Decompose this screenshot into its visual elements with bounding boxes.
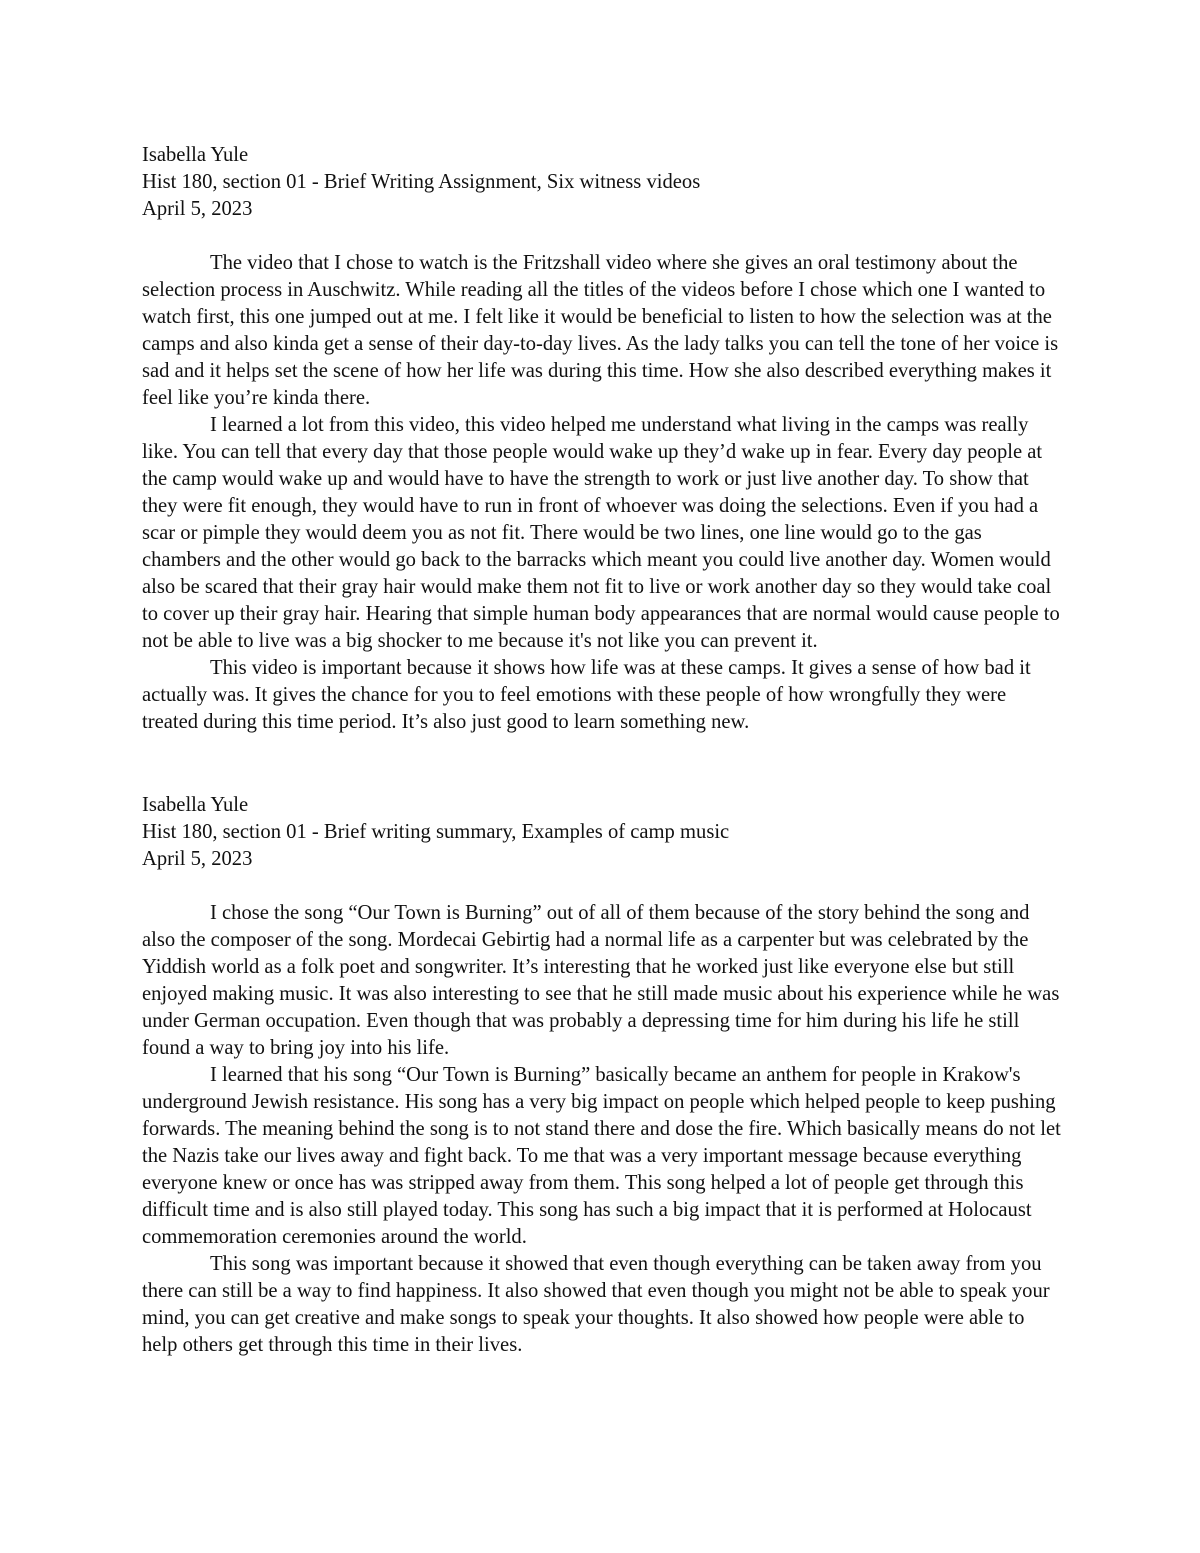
assignment-date: April 5, 2023: [142, 848, 253, 870]
blank-line: [142, 873, 1062, 900]
blank-line: [142, 223, 1062, 250]
author-name: Isabella Yule: [142, 144, 249, 166]
author-name: Isabella Yule: [142, 794, 249, 816]
body-paragraph: This song was important because it showed that even though everything can be taken away from you there can still be a way to find happiness. It also showed that even though you might not be able to speak your mind, you can get creative and make songs to speak your thoughts. It also showed how people were able to help others get through this time in their lives.: [142, 1253, 1050, 1356]
assignment-date: April 5, 2023: [142, 198, 253, 220]
body-paragraph: I learned that his song “Our Town is Burning” basically became an anthem for people in Krakow's underground Jewish resistance. His song has a very big impact on people which helped people to keep pushing forwards. The meaning behind the song is to not stand there and dose the fire. Which basically means do not let the Nazis take our lives away and fight back. To me that was a very important message because everything everyone knew or once has was stripped away from them. This song helped a lot of people get through this difficult time and is also still played today. This song has such a big impact that it is performed at Holocaust commemoration ceremonies around the world.: [142, 1064, 1061, 1248]
course-line: Hist 180, section 01 - Brief writing summary, Examples of camp music: [142, 821, 730, 843]
body-paragraph: The video that I chose to watch is the Fritzshall video where she gives an oral testimony about the selection process in Auschwitz. While reading all the titles of the videos before I chose which one I wanted to watch first, this one jumped out at me. I felt like it would be beneficial to listen to how the selection was at the camps and also kinda get a sense of their day-to-day lives. As the lady talks you can tell the tone of her voice is sad and it helps set the scene of how her life was during this time. How she also described everything makes it feel like you’re kinda there.: [142, 252, 1059, 409]
assignment-section-witness-videos: [142, 142, 1062, 736]
body-paragraph: I chose the song “Our Town is Burning” out of all of them because of the story behind the song and also the composer of the song. Mordecai Gebirtig had a normal life as a carpenter but was celebrated by the Yiddish world as a folk poet and songwriter. It’s interesting that he worked just like everyone else but still enjoyed making music. It was also interesting to see that he still made music about his experience while he was under German occupation. Even though that was probably a depressing time for him during his life he still found a way to bring joy into his life.: [142, 902, 1060, 1059]
body-paragraph: I learned a lot from this video, this video helped me understand what living in the camps was really like. You can tell that every day that those people would wake up they’d wake up in fear. Every day people at the camp would wake up and would have to have the strength to work or just live another day. To show that they were fit enough, they would have to run in front of whoever was doing the selections. Even if you had a scar or pimple they would deem you as not fit. There would be two lines, one line would go to the gas chambers and the other would go back to the barracks which meant you could live another day. Women would also be scared that their gray hair would make them not fit to live or work another day so they would take coal to cover up their gray hair. Hearing that simple human body appearances that are normal would cause people to not be able to live was a big shocker to me because it's not like you can prevent it.: [142, 414, 1060, 652]
assignment-section-camp-music: [142, 792, 1062, 1359]
course-line: Hist 180, section 01 - Brief Writing Assignment, Six witness videos: [142, 171, 701, 193]
body-paragraph: This video is important because it shows how life was at these camps. It gives a sense of how bad it actually was. It gives the chance for you to feel emotions with these people of how wrongfully they were treated during this time period. It’s also just good to learn something new.: [142, 657, 1031, 733]
